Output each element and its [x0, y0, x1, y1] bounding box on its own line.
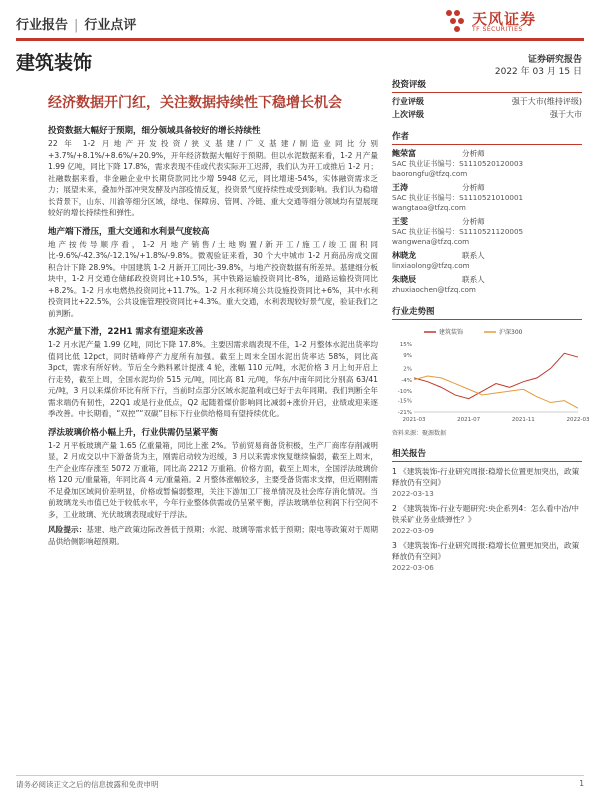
- section-body: 地产按传导顺序看，1-2 月地产销售/土地购置/新开工/施工/竣工面积同比-9.6%/-42.3%/-12.1%/+1.8%/-9.8%。微观验证来看，30 个大中城市 1-2 月商品房成交面积合计下降 28.9%。中国建筑 1-2 月新开工同比-39.8%，与地产投资数据有所差异。基建细分板块中，1-2 月交通仓储邮政投资同比+10.5%，其中铁路运输投资同比-8%，道路运输投资同比+8.2%。1-2 月水电燃热投资同比+11.7%。1-2 月水利环境公共设施投资同比+6%，其中水利投资同比+22.5%，公共设施管理投资同比+4.3%。重大交通，水利表现较好景气度，验证我们之前判断。: [48, 239, 378, 318]
- author-email[interactable]: zhuxiaochen@tfzq.com: [392, 285, 476, 294]
- risk-warning: [48, 524, 378, 547]
- main-content: [48, 118, 378, 551]
- category-separator: |: [74, 18, 79, 33]
- category-secondary: 行业点评: [84, 18, 137, 33]
- logo-mark-icon: [444, 8, 466, 34]
- risk-text: 基建、地产政策边际改善低于预期；水泥、玻璃等需求低于预期；限电等政策对于周期品供给侧影响超预期。: [48, 525, 379, 546]
- related-report-title[interactable]: 3 《建筑装饰-行业研究周报:稳增长位置更加突出，政策释放仍有空间》: [392, 541, 580, 561]
- rating-label: 行业评级: [392, 97, 424, 106]
- x-tick-label: 2021-03: [402, 417, 426, 423]
- report-category: [16, 14, 136, 33]
- y-tick-label: -4%: [401, 377, 412, 384]
- industry-title: 建筑装饰: [16, 52, 93, 74]
- author-entry: [392, 149, 582, 179]
- top-bar: [16, 8, 584, 38]
- rating-section-title: 投资评级: [392, 78, 582, 93]
- x-tick-label: 2021-11: [511, 417, 535, 423]
- section-body: 1-2 月水泥产量 1.99 亿吨，同比下降 17.8%。主要因需求端表现不佳，1-2 月整体水泥出货率均值同比低 12pct，同时错峰停产力度所有加强。截至上周末全国水泥出货率达 58%，同比高 3pct，需求有所好转。节后全今熟料累计提涨 4 轮，涨幅 110 元/吨，水泥价格 3 月上旬开启上行走势，截至上周，全国水泥均价 515 元/吨，同比高 81 元/吨，华东/中南年同比分别高 63/41 元/吨，3 月以来煤价环比有所下行，当前时点部分区域水泥盈利或已好于去年同期。我们判断全年需求端仍有韧性，22Q1 或是行业低点，Q2 起随着煤价影响同比减弱+涨价开启，业绩或迎来逐季改善。中长期看，“双控”“双碳”目标下行业供给格局有望持续优化。: [48, 340, 378, 418]
- related-report-date: 2022-03-06: [392, 563, 434, 572]
- series-line-0: [414, 353, 578, 398]
- related-report-date: 2022-03-13: [392, 489, 434, 498]
- chart-source: 资料来源：聚源数据: [392, 430, 447, 437]
- author-role: 联系人: [462, 275, 485, 284]
- y-tick-label: -10%: [397, 389, 412, 396]
- author-cert: SAC 执业证书编号：S1110521010001: [392, 193, 524, 202]
- y-tick-label: -15%: [397, 398, 412, 405]
- author-role: 分析师: [462, 217, 485, 226]
- rating-value: 强于大市(维持评级): [511, 97, 582, 106]
- related-report[interactable]: [392, 540, 582, 573]
- section-title: 浮法玻璃价格小幅上升，行业供需仍呈紧平衡: [48, 427, 219, 438]
- header-divider: [16, 38, 584, 41]
- trend-section-title: 行业走势图: [392, 305, 582, 320]
- y-tick-label: 2%: [403, 366, 412, 373]
- author-name: 朱晓辰: [392, 275, 416, 284]
- legend-label: 建筑装饰: [439, 329, 464, 336]
- author-role: 分析师: [462, 183, 485, 192]
- report-type: 证券研究报告: [527, 55, 582, 65]
- footer-disclaimer: 请务必阅读正文之后的信息披露和免责申明: [16, 780, 159, 789]
- company-logo: [444, 8, 584, 38]
- author-name: 鲍荣富: [392, 149, 416, 158]
- author-email[interactable]: linxiaolong@tfzq.com: [392, 261, 470, 270]
- trend-chart-svg: [392, 326, 590, 426]
- section-body: 1-2 月平板玻璃产量 1.65 亿重量箱，同比上涨 2%。节前贸易商备货积极，生产厂商库存削减明显，2 月成交以中下游备货为主，刚需启动较为迟缓，3 月以来需求恢复继续偏弱，截至上周末，生产企业库存涨至 5072 万重箱，同比高 2212 万重箱。价格方面，截至上周末，全国浮法玻璃价格 120 元/重量箱，年同比高 4 元/重量箱。2 月整体涨幅较多，主要受备货需求支撑，但近期刚需不足叠加区域间价差明显，价格或暂偏弱整理，关注下游加工厂接单情况及社会库存消化情况。当前玻璃龙头市值已处于较低水平，今年行业整体供需或仍呈紧平衡，浮法玻璃单位利润下行空间不多，工业玻璃、光伏玻璃表现或好于浮法。: [48, 440, 378, 519]
- author-entry: [392, 217, 582, 247]
- page-number: 1: [579, 779, 584, 788]
- risk-label: 风险提示：: [48, 525, 87, 534]
- author-section-title: 作者: [392, 130, 582, 145]
- author-role: 分析师: [462, 149, 485, 158]
- section-title: 水泥产量下滑，22H1 需求有望迎来改善: [48, 327, 204, 337]
- author-role: 联系人: [462, 251, 485, 260]
- author-entry: [392, 183, 582, 213]
- author-email[interactable]: baorongfu@tfzq.com: [392, 169, 468, 178]
- y-tick-label: -21%: [397, 410, 412, 416]
- author-email[interactable]: wangtaoa@tfzq.com: [392, 203, 466, 212]
- sidebar: [392, 78, 590, 573]
- author-name: 王雯: [392, 217, 408, 226]
- logo-english: TF SECURITIES: [472, 26, 523, 33]
- logo-name: 天风证券: [472, 10, 537, 28]
- x-tick-label: 2021-07: [457, 417, 481, 423]
- section-title: 投资数据大幅好于预期，细分领域具备较好的增长持续性: [48, 126, 261, 136]
- author-entry: [392, 251, 582, 271]
- report-headline: 经济数据开门红，关注数据持续性下稳增长机会: [48, 95, 342, 111]
- section-title: 地产端下滑压，重大交通和水利景气度较高: [48, 226, 210, 237]
- y-tick-label: 9%: [403, 353, 412, 360]
- rating-value: 强于大市: [550, 110, 582, 119]
- report-date: 2022 年 03 月 15 日: [494, 67, 582, 77]
- category-primary: 行业报告: [16, 18, 69, 33]
- x-tick-label: 2022-03: [566, 417, 590, 423]
- related-report-title[interactable]: 2 《建筑装饰-行业专题研究:央企系列4：怎么看中冶/中铁采矿业务业绩弹性？》: [392, 504, 579, 524]
- related-report-date: 2022-03-09: [392, 526, 434, 535]
- related-report-title[interactable]: 1 《建筑装饰-行业研究周报:稳增长位置更加突出，政策释放仍有空间》: [392, 467, 580, 487]
- y-tick-label: 15%: [399, 341, 412, 348]
- author-name: 林晓龙: [392, 251, 416, 260]
- rating-label: 上次评级: [392, 110, 424, 119]
- author-cert: SAC 执业证书编号：S1110520120003: [392, 159, 524, 168]
- industry-trend-chart: [392, 326, 590, 426]
- section-body: 22 年 1-2 月地产开发投资/狭义基建/广义基建/制造业同比分别+3.7%/+8.1%/+8.6%/+20.9%，开年经济数据大幅好于预期。但以水泥数据来看，1-2 月产量 1.99 亿吨，同比下降 17.8%，需求表现不佳或代表实际开工迟滞，我们认为开工或推后 1-2 月；社融数据来看，非金融企业中长期贷款同比少增 5948 亿元，同比增速-54%，实体融资需求乏力；展望未来，叠加外部冲突发酵及内部疫情反复，投资景气度持续性或受到影响。我们认为稳增长背景下，山东、川渝等细分区域，绿电、保障房、管网、冷链、重大交通等细分领域均有望展现较好的增长持续性和弹性。: [48, 139, 378, 217]
- author-cert: SAC 执业证书编号：S1110521120005: [392, 227, 524, 236]
- related-report[interactable]: [392, 466, 582, 499]
- legend-label: 沪深300: [499, 329, 523, 336]
- author-entry: [392, 275, 582, 295]
- related-section-title: 相关报告: [392, 447, 582, 462]
- author-email[interactable]: wangwena@tfzq.com: [392, 237, 470, 246]
- series-line-1: [414, 376, 578, 408]
- rating-row: [392, 96, 582, 107]
- rating-row: [392, 109, 582, 120]
- page-footer: [16, 775, 584, 790]
- related-report[interactable]: [392, 503, 582, 536]
- author-name: 王涛: [392, 183, 408, 192]
